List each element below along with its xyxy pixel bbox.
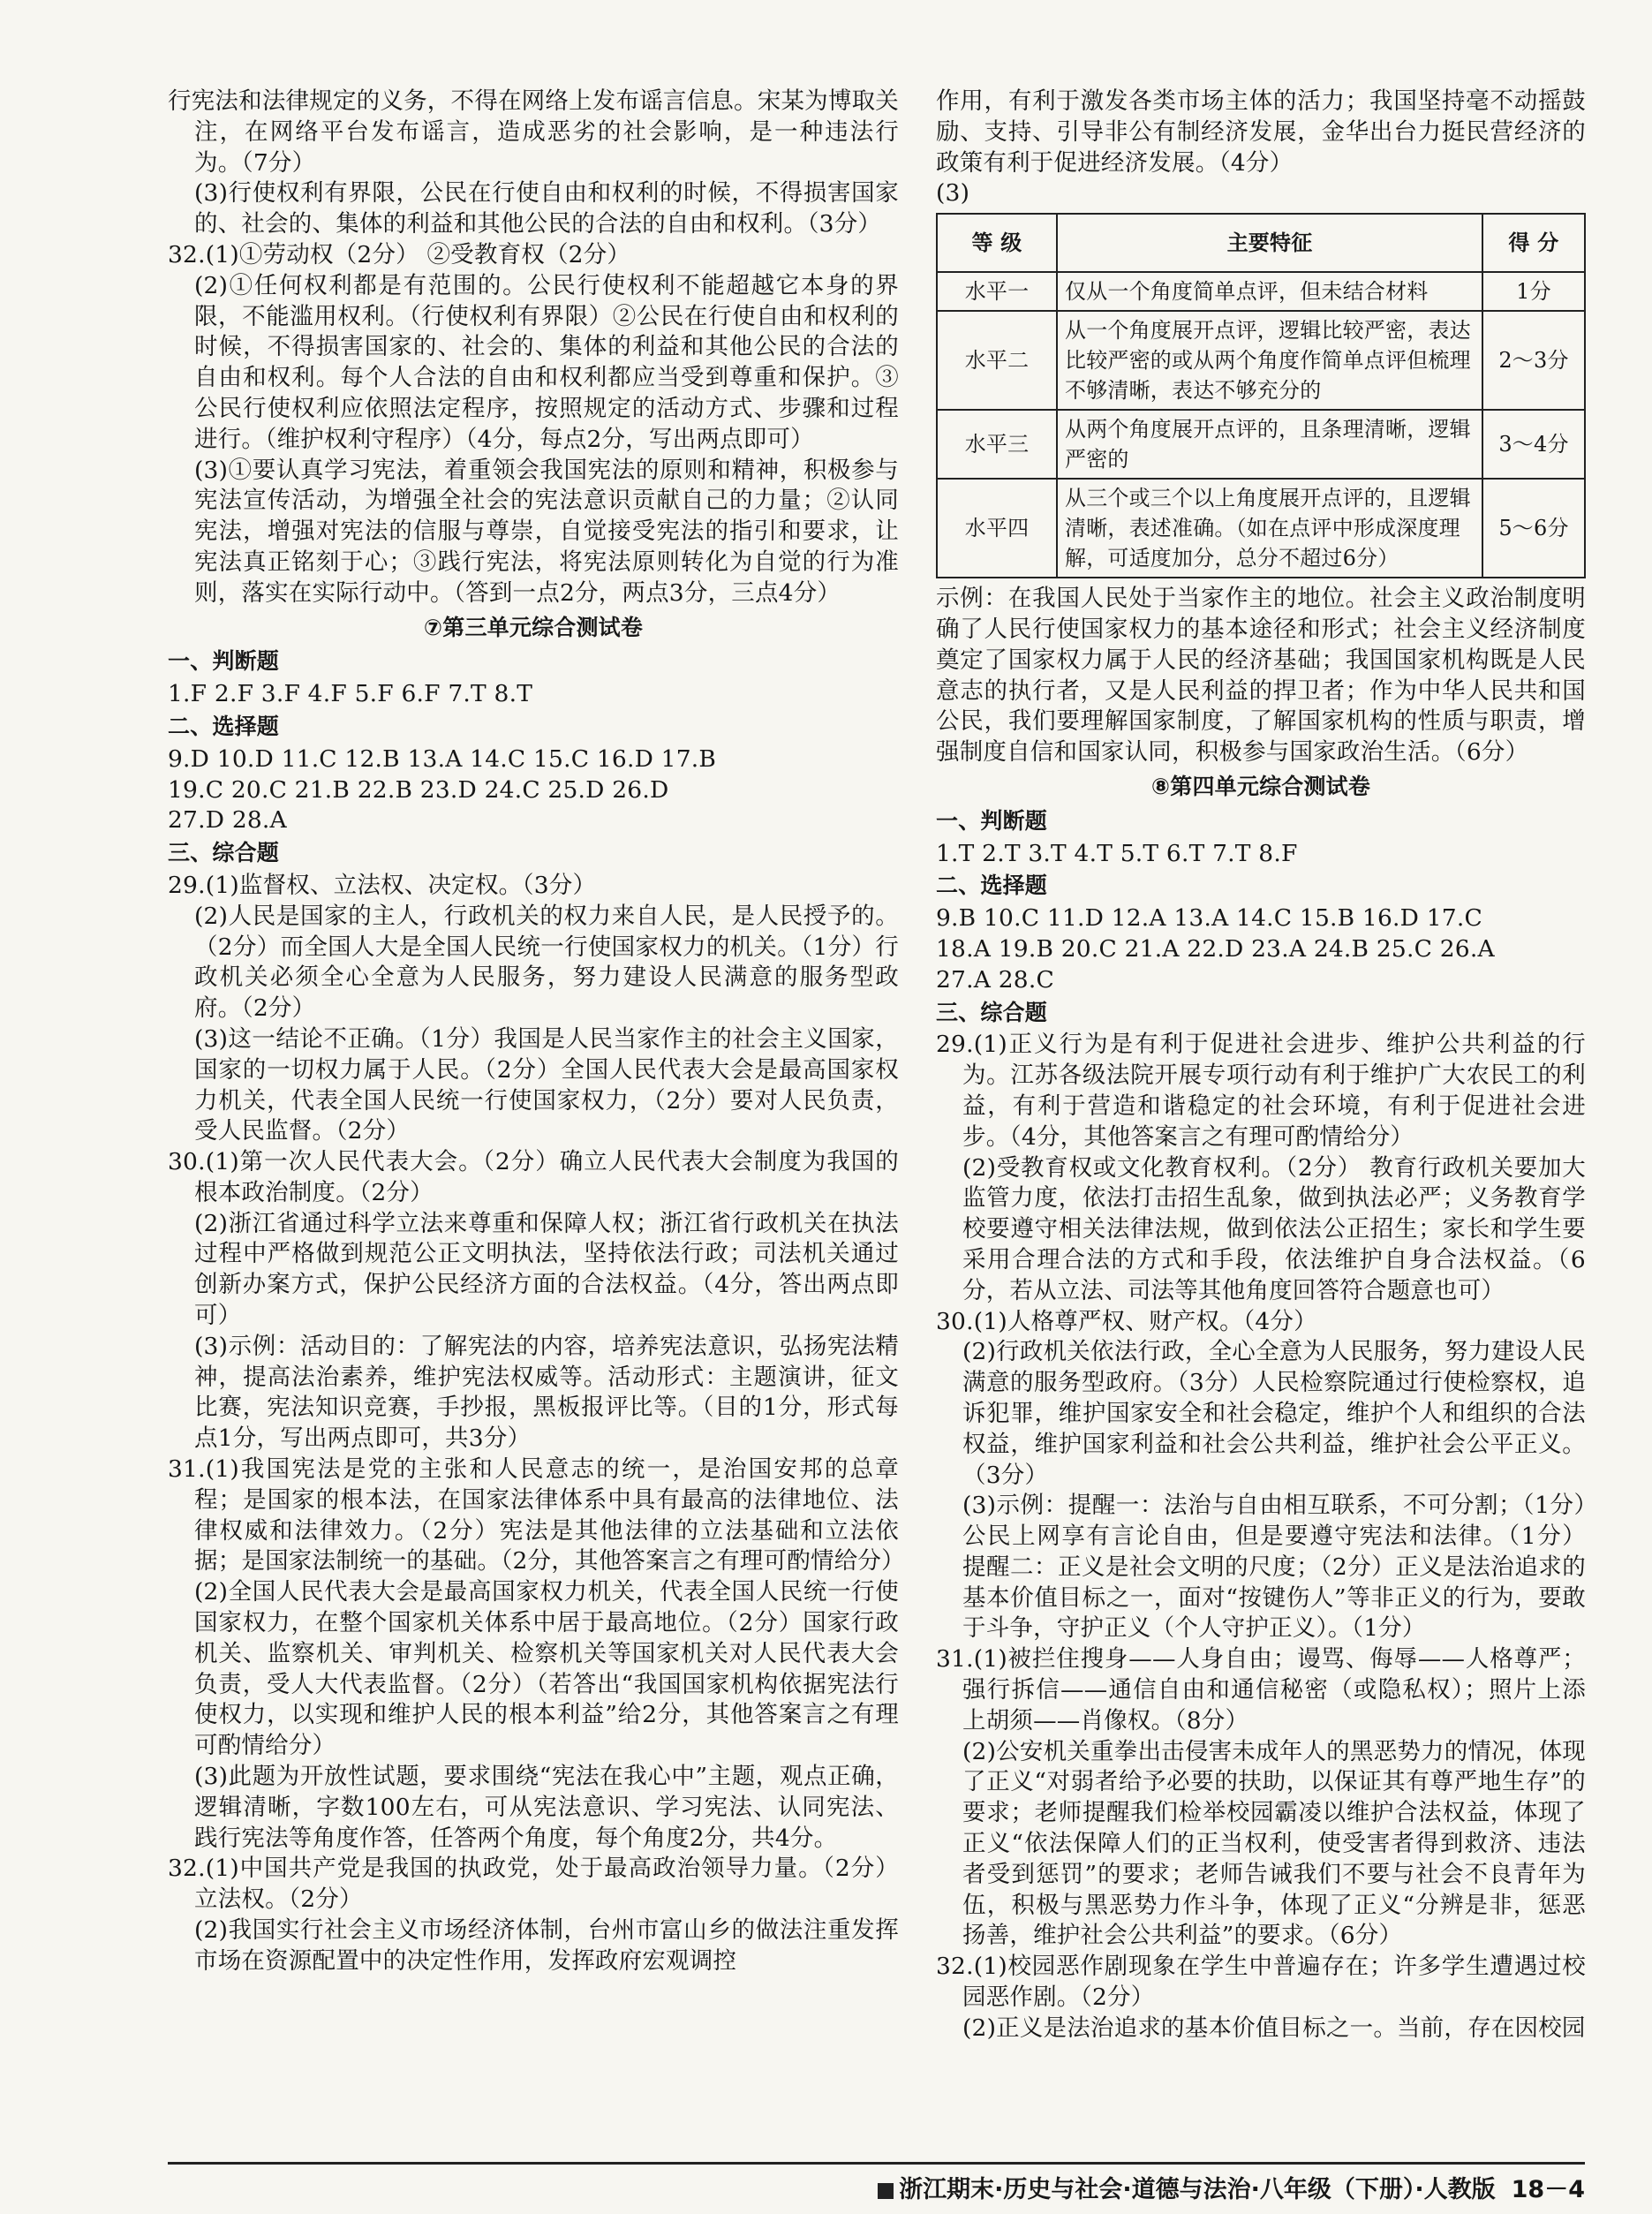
answer-paragraph: 32.(1)①劳动权（2分） ②受教育权（2分）	[168, 240, 631, 268]
answer-paragraph: (3)示例：活动目的：了解宪法的内容，培养宪法意识，弘扬宪法精神，提高法治素养，维护宪法权威等。活动形式：主题演讲，征文比赛，宪法知识竞赛，手抄报，黑板报评比等。（目的1分，形式每点1分，写出两点即可，共3分）	[194, 1332, 899, 1453]
answer-paragraph: (3)此题为开放性试题，要求围绕“宪法在我心中”主题，观点正确，逻辑清晰，字数100左右，可从宪法意识、学习宪法、认同宪法、践行宪法等角度作答，任答两个角度，每个角度2分，共4分。	[194, 1763, 899, 1852]
score-cell: 2～3分	[1482, 311, 1585, 410]
grading-table-header	[937, 214, 1585, 272]
answer-line: 27.D 28.A	[168, 806, 287, 835]
answer-paragraph: (2)公安机关重拳出击侵害未成年人的黑恶势力的情况，体现了正义“对弱者给予必要的扶助，以保证其有尊严地生存”的要求；老师提醒我们检举校园霸凌以维护合法权益，体现了正义“依法保障人们的正当权利，使受害者得到救济、违法者受到惩罚”的要求；老师告诫我们不要与社会不良青年为伍，积极与黑恶势力作斗争，体现了正义“分辨是非，惩恶扬善，维护社会公共利益”的要求。（6分）	[962, 1737, 1586, 1950]
answer-paragraph: (2)受教育权或文化教育权利。（2分） 教育行政机关要加大监管力度，依法打击招生乱象，做到执法必严；义务教育学校要遵守相关法律法规，做到依法公正招生；家长和学生要采用合理合法的方式和手段，依法维护自身合法权益。（6分，若从立法、司法等其他角度回答符合题意也可）	[962, 1153, 1586, 1304]
answer-paragraph: 29.(1)监督权、立法权、决定权。（3分）	[168, 871, 597, 899]
right-column-body	[936, 584, 1586, 2044]
answer-paragraph: (2)全国人民代表大会是最高国家权力机关，代表全国人民统一行使国家权力，在整个国家机关体系中居于最高地位。（2分）国家行政机关、监察机关、审判机关、检察机关等国家机关对人民代表大会负责，受人大代表监督。（2分）（若答出“我国国家机构依据宪法行使权力，以实现和维护人民的根本利益”给2分，其他答案言之有理可酌情给分）	[194, 1578, 899, 1760]
answer-paragraph: 30.(1)第一次人民代表大会。（2分）确立人民代表大会制度为我国的根本政治制度。（2分）	[168, 1148, 899, 1206]
grading-table-row	[937, 311, 1585, 410]
answer-paragraph: 示例：在我国人民处于当家作主的地位。社会主义政治制度明确了人民行使国家权力的基本途径和形式；社会主义经济制度奠定了国家权力属于人民的经济基础；我国国家机构既是人民意志的执行者，又是人民利益的捍卫者；作为中华人民共和国公民，我们要理解国家制度，了解国家机构的性质与职责，增强制度自信和国家认同，积极参与国家政治生活。（6分）	[936, 585, 1586, 767]
right-column	[936, 87, 1586, 2044]
feature-cell: 仅从一个角度简单点评，但未结合材料	[1057, 272, 1482, 311]
answer-line: 1.T 2.T 3.T 4.T 5.T 6.T 7.T 8.F	[936, 839, 1298, 867]
answer-paragraph: 作用，有利于激发各类市场主体的活力；我国坚持毫不动摇鼓励、支持、引导非公有制经济发展，金华出台力挺民营经济的政策有利于促进经济发展。（4分）	[936, 87, 1586, 177]
answer-paragraph: 31.(1)被拦住搜身——人身自由；谩骂、侮辱——人格尊严；强行拆信——通信自由和通信秘密（或隐私权）；照片上添上胡须——肖像权。（8分）	[936, 1645, 1586, 1734]
answer-paragraph: 32.(1)中国共产党是我国的执政党，处于最高政治领导力量。（2分） 立法权。（2分）	[168, 1855, 899, 1914]
answer-line: 19.C 20.C 21.B 22.B 23.D 24.C 25.D 26.D	[168, 775, 669, 804]
answer-paragraph: (2)浙江省通过科学立法来尊重和保障人权；浙江省行政机关在执法过程中严格做到规范公正文明执法，坚持依法行政；司法机关通过创新办案方式，保护公民经济方面的合法权益。（4分，答出两点即可）	[194, 1209, 899, 1330]
answer-paragraph: (3)示例：提醒一：法治与自由相互联系，不可分割；（1分）公民上网享有言论自由，但是要遵守宪法和法律。（1分） 提醒二：正义是社会文明的尺度；（2分）正义是法治追求的基本价值目标之一，面对“按键伤人”等非正义的行为，要敢于斗争，守护正义（个人守护正义）。（1分）	[962, 1492, 1586, 1643]
header-feature: 主要特征	[1057, 214, 1482, 272]
score-cell: 3～4分	[1482, 410, 1585, 479]
section-heading: 三、综合题	[936, 999, 1048, 1025]
answer-line: 18.A 19.B 20.C 21.A 22.D 23.A 24.B 25.C 26.A	[936, 934, 1495, 963]
page-footer	[168, 2162, 1585, 2204]
answer-line: 9.D 10.D 11.C 12.B 13.A 14.C 15.C 16.D 17.B	[168, 744, 717, 773]
feature-cell: 从两个角度展开点评的，且条理清晰，逻辑严密的	[1057, 410, 1482, 479]
unit-test-title: ⑦第三单元综合测试卷	[423, 614, 644, 640]
unit-test-title: ⑧第四单元综合测试卷	[1150, 773, 1371, 799]
answer-paragraph: (3)这一结论不正确。（1分）我国是人民当家作主的社会主义国家，国家的一切权力属于人民。（2分）全国人民代表大会是最高国家权力机关，代表全国人民统一行使国家权力，（2分）要对人民负责，受人民监督。（2分）	[194, 1024, 899, 1145]
section-heading: 二、选择题	[168, 713, 280, 739]
header-score: 得 分	[1482, 214, 1585, 272]
answer-paragraph: (3)行使权利有界限，公民在行使自由和权利的时候，不得损害国家的、社会的、集体的利益和其他公民的合法的自由和权利。（3分）	[194, 179, 899, 238]
answer-paragraph: (2)正义是法治追求的基本价值目标之一。当前，存在因校园	[962, 2014, 1586, 2042]
section-heading: 二、选择题	[936, 873, 1048, 899]
answer-paragraph: (3)	[936, 179, 970, 208]
feature-cell: 从三个或三个以上角度展开点评的，且逻辑清晰，表述准确。（如在点评中形成深度理解，可适度加分，总分不超过6分）	[1057, 479, 1482, 578]
answer-paragraph: (2)人民是国家的主人，行政机关的权力来自人民，是人民授予的。（2分）而全国人大是全国人民统一行使国家权力的机关。（1分）行政机关必须全心全意为人民服务，努力建设人民满意的服务型政府。（2分）	[194, 902, 899, 1023]
left-column	[168, 87, 905, 1977]
answer-paragraph: 行宪法和法律规定的义务，不得在网络上发布谣言信息。宋某为博取关注，在网络平台发布谣言，造成恶劣的社会影响，是一种违法行为。（7分）	[168, 87, 899, 177]
grading-table-row	[937, 479, 1585, 578]
level-cell: 水平三	[937, 410, 1057, 479]
section-heading: 一、判断题	[936, 807, 1048, 834]
answer-paragraph: (2)行政机关依法行政，全心全意为人民服务，努力建设人民满意的服务型政府。（3分）人民检察院通过行使检察权，追诉犯罪，维护国家安全和社会稳定，维护个人和组织的合法权益，维护国家利益和社会公共利益，维护社会公平正义。（3分）	[962, 1338, 1586, 1489]
answer-paragraph: 32.(1)校园恶作剧现象在学生中普遍存在；许多学生遭遇过校园恶作剧。（2分）	[936, 1953, 1586, 2012]
answer-paragraph: (3)①要认真学习宪法，着重领会我国宪法的原则和精神，积极参与宪法宣传活动，为增强全社会的宪法意识贡献自己的力量；②认同宪法，增强对宪法的信服与尊崇，自觉接受宪法的指引和要求，让宪法真正铭刻于心；③践行宪法，将宪法原则转化为自觉的行为准则，落实在实际行动中。（答到一点2分，两点3分，三点4分）	[194, 456, 899, 607]
answer-line: 27.A 28.C	[936, 965, 1054, 994]
section-heading: 一、判断题	[168, 648, 280, 675]
footer-mark-icon	[878, 2183, 894, 2199]
level-cell: 水平四	[937, 479, 1057, 578]
grading-table-row	[937, 410, 1585, 479]
header-level: 等 级	[937, 214, 1057, 272]
right-column-top	[936, 87, 1586, 209]
page-number: 18－4	[1511, 2176, 1585, 2203]
feature-cell: 从一个角度展开点评，逻辑比较严密，表达比较严密的或从两个角度作简单点评但梳理不够清晰，表达不够充分的	[1057, 311, 1482, 410]
answer-paragraph: (2)①任何权利都是有范围的。公民行使权利不能超越它本身的界限，不能滥用权利。（行使权利有界限）②公民在行使自由和权利的时候，不得损害国家的、社会的、集体的利益和其他公民的合法的自由和权利。每个人合法的自由和权利都应当受到尊重和保护。③公民行使权利应依照法定程序，按照规定的活动方式、步骤和过程进行。（维护权利守程序）（4分，每点2分，写出两点即可）	[194, 271, 899, 453]
answer-paragraph: (2)我国实行社会主义市场经济体制，台州市富山乡的做法注重发挥市场在资源配置中的决定性作用，发挥政府宏观调控	[194, 1916, 899, 1975]
score-cell: 1分	[1482, 272, 1585, 311]
answer-paragraph: 30.(1)人格尊严权、财产权。（4分）	[936, 1307, 1317, 1335]
footer-series: 浙江期末·历史与社会·道德与法治·八年级（下册）·人教版	[899, 2176, 1496, 2203]
level-cell: 水平一	[937, 272, 1057, 311]
section-heading: 三、综合题	[168, 840, 280, 866]
answer-line: 9.B 10.C 11.D 12.A 13.A 14.C 15.B 16.D 17.C	[936, 904, 1482, 933]
score-cell: 5～6分	[1482, 479, 1585, 578]
level-cell: 水平二	[937, 311, 1057, 410]
answer-line: 1.F 2.F 3.F 4.F 5.F 6.F 7.T 8.T	[168, 680, 533, 708]
grading-table	[936, 213, 1586, 578]
grading-table-row	[937, 272, 1585, 311]
answer-paragraph: 29.(1)正义行为是有利于促进社会进步、维护公共利益的行为。江苏各级法院开展专项行动有利于维护广大农民工的利益，有利于营造和谐稳定的社会环境，有利于促进社会进步。（4分，其他答案言之有理可酌情给分）	[936, 1031, 1586, 1151]
answer-paragraph: 31.(1)我国宪法是党的主张和人民意志的统一，是治国安邦的总章程；是国家的根本法，在国家法律体系中具有最高的法律地位、法律权威和法律效力。（2分）宪法是其他法律的立法基础和立法依据；是国家法制统一的基础。（2分，其他答案言之有理可酌情给分）	[168, 1455, 905, 1575]
